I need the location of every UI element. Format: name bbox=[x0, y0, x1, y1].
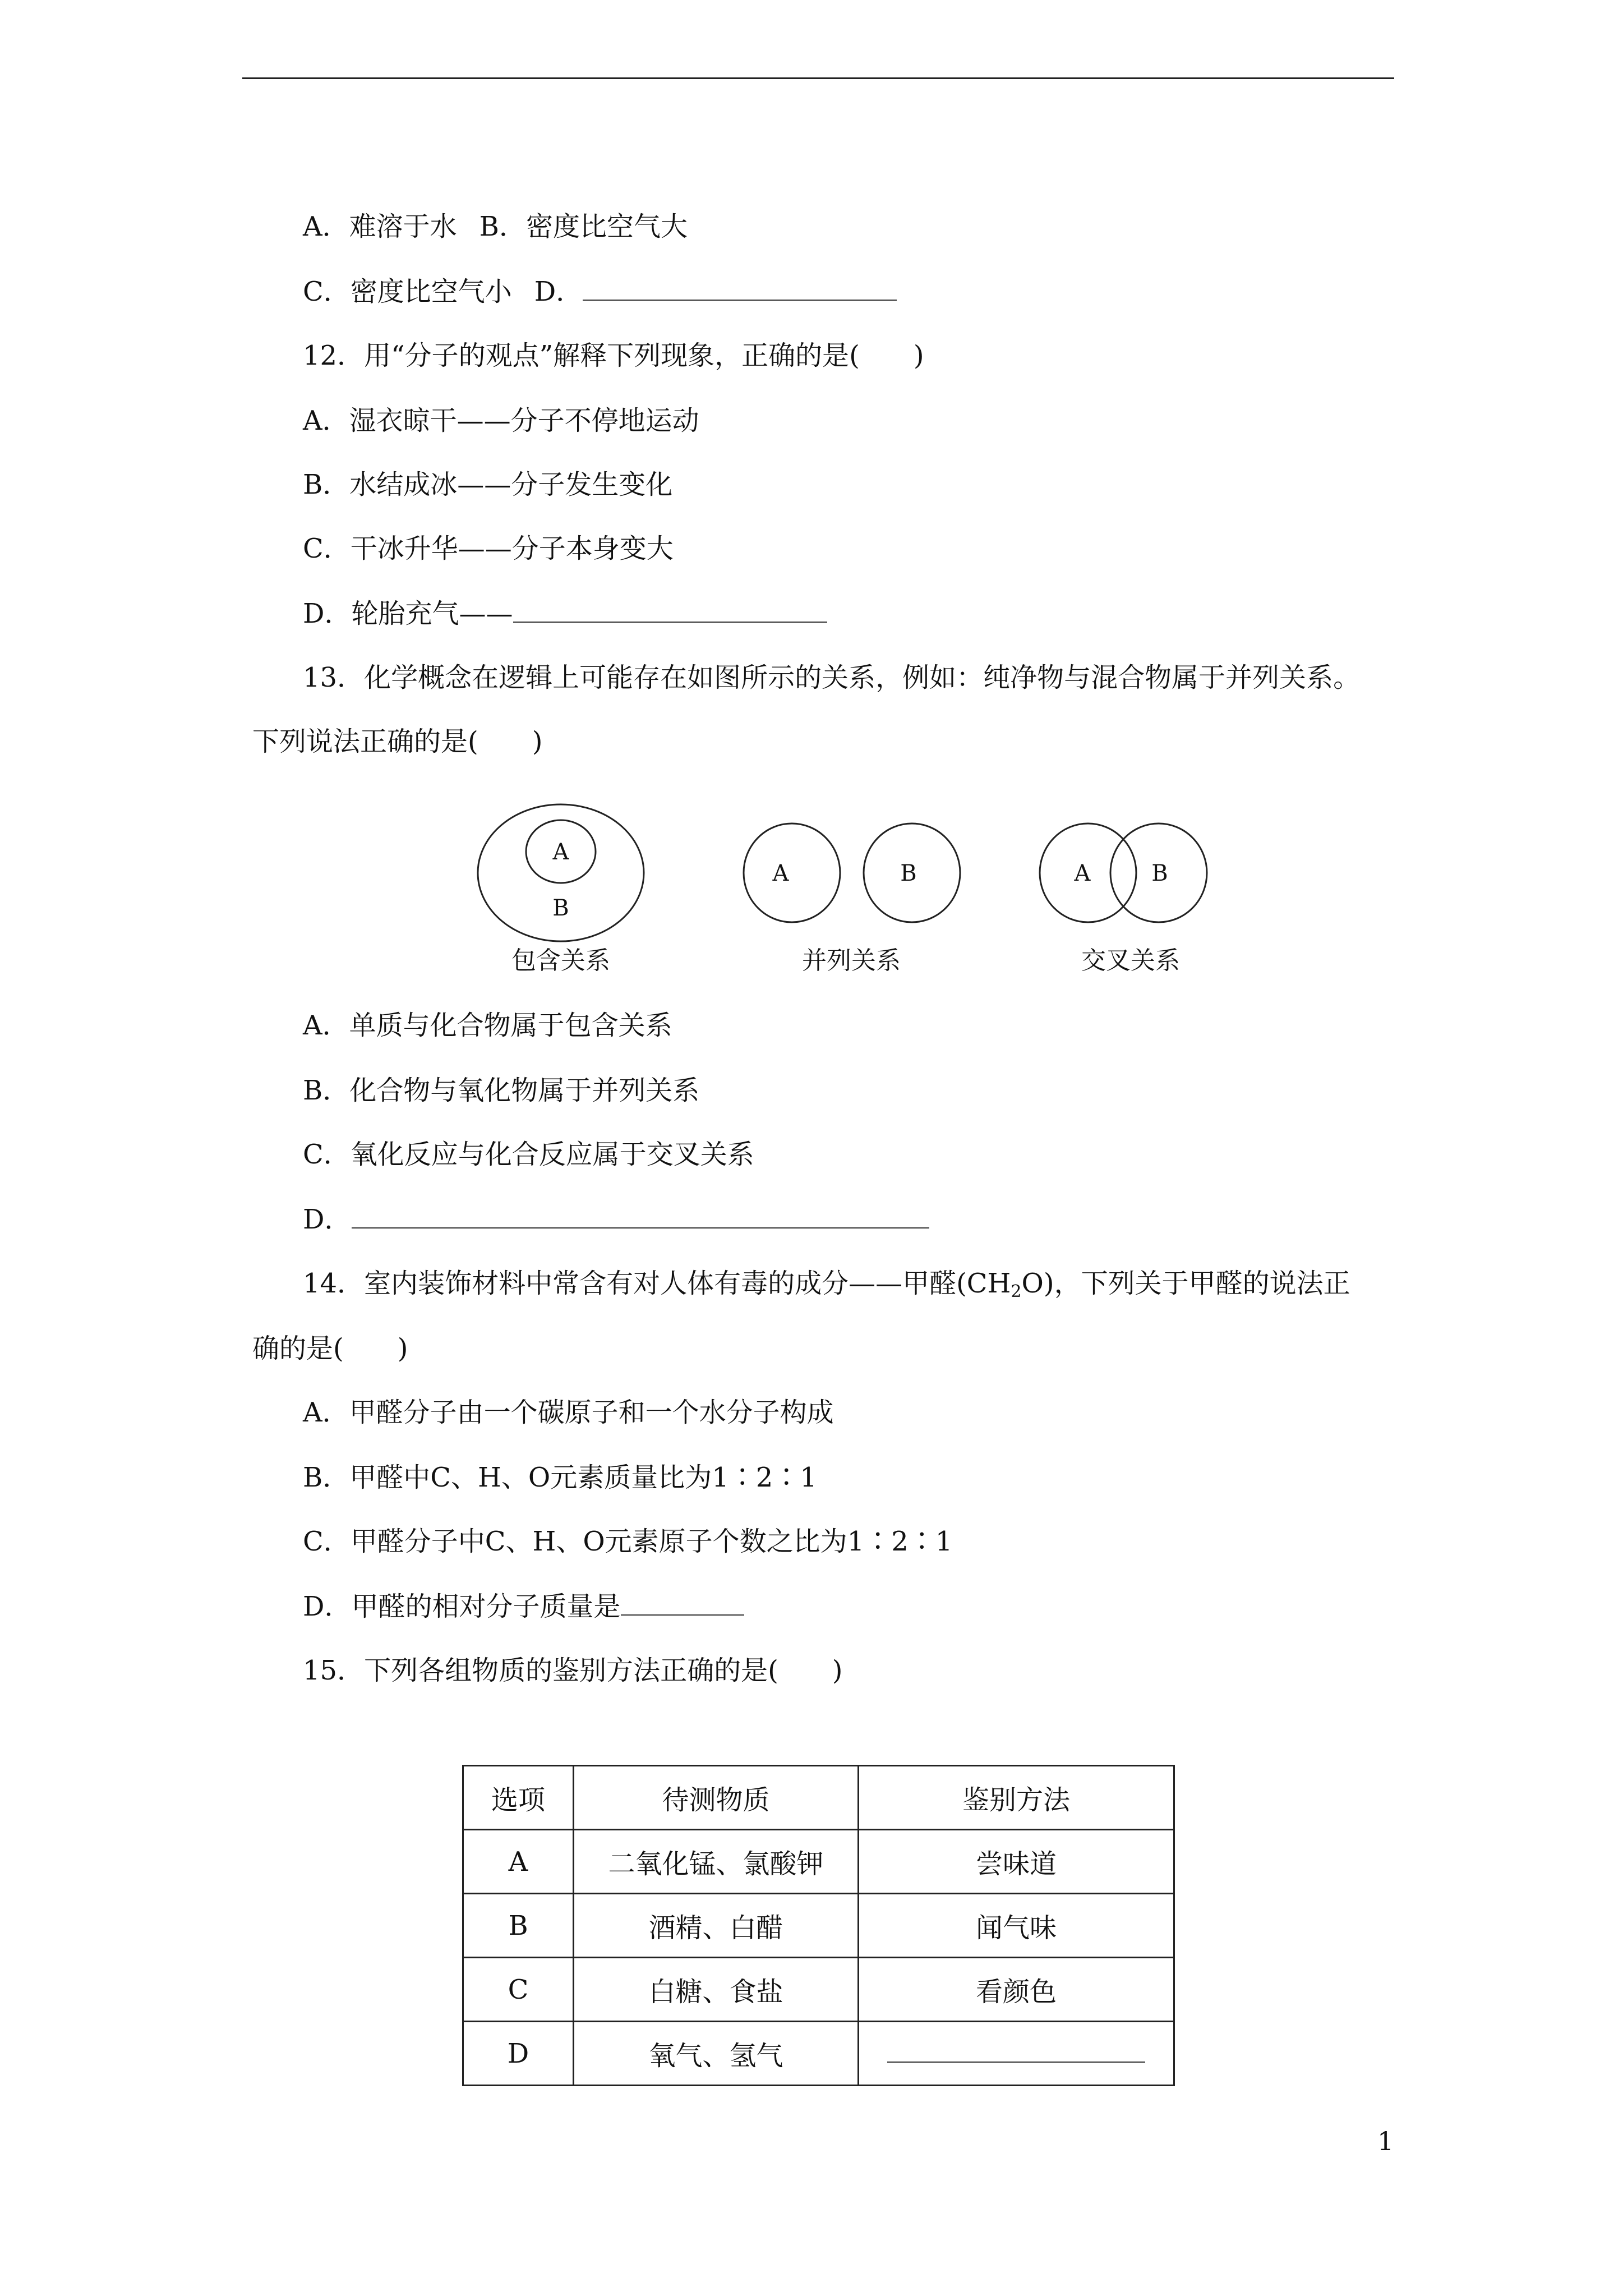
parallel-left-circle bbox=[744, 823, 840, 922]
contain-inner-label: A bbox=[552, 839, 569, 865]
table-cell: B bbox=[463, 1894, 574, 1958]
q13-option-a: A．单质与化合物属于包含关系 bbox=[303, 1010, 672, 1041]
q14-option-c: C．甲醛分子中C、H、O元素原子个数之比为1∶2∶1 bbox=[303, 1526, 953, 1557]
table-header-row bbox=[463, 1766, 1174, 1830]
table-header-cell: 待测物质 bbox=[574, 1766, 859, 1830]
q14-formula-subscript: 2 bbox=[1011, 1282, 1022, 1301]
q13-stem-line-2: 下列说法正确的是( ) bbox=[252, 726, 543, 757]
cross-right-label: B bbox=[1151, 861, 1168, 886]
q11-option-b: B．密度比空气大 bbox=[479, 211, 688, 242]
table-cell: 氧气、氢气 bbox=[574, 2022, 859, 2086]
q11-option-d: D． bbox=[534, 276, 583, 307]
venn-diagrams-svg bbox=[471, 785, 1234, 942]
answer-blank bbox=[887, 2045, 1145, 2063]
identification-methods-table bbox=[462, 1765, 1175, 2086]
q13-option-b: B．化合物与氧化物属于并列关系 bbox=[303, 1075, 700, 1106]
q14-stem-post: O)，下列关于甲醛的说法正 bbox=[1021, 1268, 1350, 1299]
table-header-cell: 选项 bbox=[463, 1766, 574, 1830]
q12-option-a: A．湿衣晾干——分子不停地运动 bbox=[303, 405, 699, 436]
caption-contain: 包含关系 bbox=[511, 946, 610, 975]
table-cell: A bbox=[463, 1830, 574, 1894]
q14-stem-line-1 bbox=[303, 1267, 1350, 1309]
q11-options-row-2 bbox=[303, 275, 897, 309]
table-header-cell: 鉴别方法 bbox=[859, 1766, 1174, 1830]
q14-stem-line-2: 确的是( ) bbox=[252, 1333, 408, 1364]
q13-option-d: D． bbox=[303, 1204, 352, 1235]
contain-outer-label: B bbox=[552, 895, 569, 921]
answer-blank bbox=[513, 597, 827, 623]
q12-option-d: D．轮胎充气—— bbox=[303, 598, 513, 629]
table-cell: 白糖、食盐 bbox=[574, 1958, 859, 2022]
page-number: 1 bbox=[1377, 2126, 1394, 2156]
table-cell: D bbox=[463, 2022, 574, 2086]
table-cell: C bbox=[463, 1958, 574, 2022]
header-rule bbox=[242, 77, 1394, 79]
q11-option-a: A．难溶于水 bbox=[303, 211, 457, 242]
table-cell: 看颜色 bbox=[859, 1958, 1174, 2022]
q15-stem: 15．下列各组物质的鉴别方法正确的是( ) bbox=[303, 1655, 843, 1686]
q12-option-d-row bbox=[303, 597, 827, 631]
table-cell: 尝味道 bbox=[859, 1830, 1174, 1894]
q13-stem-line-1: 13．化学概念在逻辑上可能存在如图所示的关系，例如：纯净物与混合物属于并列关系。 bbox=[303, 662, 1361, 693]
q12-stem: 12．用“分子的观点”解释下列现象，正确的是( ) bbox=[303, 340, 924, 371]
table-cell: 闻气味 bbox=[859, 1894, 1174, 1958]
q12-option-b: B．水结成冰——分子发生变化 bbox=[303, 469, 673, 500]
table-row bbox=[463, 1958, 1174, 2022]
q14-option-d-row bbox=[303, 1590, 744, 1623]
q14-stem-pre: 14．室内装饰材料中常含有对人体有毒的成分——甲醛(CH bbox=[303, 1268, 1011, 1299]
answer-blank bbox=[621, 1590, 744, 1616]
q11-option-c: C．密度比空气小 bbox=[303, 276, 512, 307]
cross-left-label: A bbox=[1074, 861, 1091, 886]
answer-blank bbox=[352, 1203, 929, 1228]
q11-options-row-1 bbox=[303, 210, 688, 243]
caption-parallel: 并列关系 bbox=[802, 946, 901, 975]
caption-cross: 交叉关系 bbox=[1081, 946, 1180, 975]
q13-option-d-row bbox=[303, 1203, 929, 1236]
table-cell-blank bbox=[859, 2022, 1174, 2086]
table-row bbox=[463, 1830, 1174, 1894]
q12-option-c: C．干冰升华——分子本身变大 bbox=[303, 533, 674, 564]
table-row bbox=[463, 2022, 1174, 2086]
q14-option-a: A．甲醛分子由一个碳原子和一个水分子构成 bbox=[303, 1397, 834, 1428]
parallel-left-label: A bbox=[772, 861, 789, 886]
q14-option-d: D．甲醛的相对分子质量是 bbox=[303, 1591, 621, 1622]
q13-option-c: C．氧化反应与化合反应属于交叉关系 bbox=[303, 1139, 754, 1170]
parallel-right-label: B bbox=[900, 861, 917, 886]
table-row bbox=[463, 1894, 1174, 1958]
q14-option-b: B．甲醛中C、H、O元素质量比为1∶2∶1 bbox=[303, 1462, 817, 1493]
table-cell: 二氧化锰、氯酸钾 bbox=[574, 1830, 859, 1894]
table-cell: 酒精、白醋 bbox=[574, 1894, 859, 1958]
answer-blank bbox=[583, 275, 897, 301]
